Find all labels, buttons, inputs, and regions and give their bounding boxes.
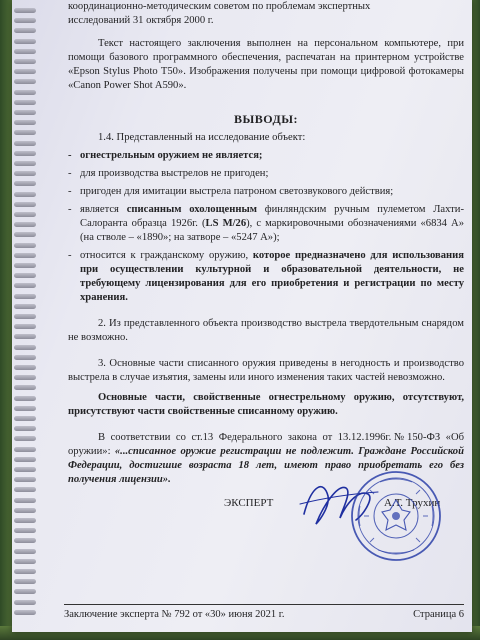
spiral-coil <box>14 508 36 513</box>
organization-seal <box>350 470 442 562</box>
spiral-coil <box>14 8 36 13</box>
spiral-coil <box>14 304 36 309</box>
spiral-coil <box>14 447 36 452</box>
intro-line-1: координационно-методическим советом по проблемам экспертных <box>68 1 371 12</box>
spiral-coil <box>14 253 36 258</box>
conclusion-3-bold: Основные части, свойственные огнестрельному оружию, отсутствуют, присутствуют части свойственные списанному оружию. <box>68 392 464 417</box>
spiral-coil <box>14 141 36 146</box>
spiral-coil <box>14 538 36 543</box>
spiral-coil <box>14 202 36 207</box>
spiral-coil <box>14 365 36 370</box>
intro-line-2: исследований 31 октября 2000 г. <box>68 15 214 26</box>
spiral-coil <box>14 192 36 197</box>
spiral-coil <box>14 610 36 615</box>
spiral-coil <box>14 130 36 135</box>
spiral-coil <box>14 375 36 380</box>
spiral-coil <box>14 243 36 248</box>
spiral-coil <box>14 69 36 74</box>
spiral-coil <box>14 406 36 411</box>
spiral-coil <box>14 498 36 503</box>
spiral-coil <box>14 28 36 33</box>
spiral-coil <box>14 120 36 125</box>
conclusion-bullet-civil-weapon <box>68 249 464 305</box>
conclusion-bullet-decommissioned <box>68 203 464 245</box>
document-content <box>68 0 464 509</box>
spiral-coil <box>14 518 36 523</box>
signature-name: А.Т. Трухин <box>384 497 441 509</box>
spiral-coil <box>14 39 36 44</box>
b4-bold: списанным охолощенным <box>126 204 257 215</box>
b4-post: ), с маркировочными обозначениями «6834 А» (на стволе – «1890»; на затворе – «5247 А»); <box>80 218 464 243</box>
spiral-coil <box>14 579 36 584</box>
b5-bold: которое предназначено для использования при осуществлении культурной и образовательной деятельности, не требующему лицензирования для его приобретения и регистрации по месту хранения. <box>80 250 464 303</box>
spiral-coil <box>14 416 36 421</box>
spiral-coil <box>14 100 36 105</box>
spiral-coil <box>14 467 36 472</box>
spiral-coil <box>14 18 36 23</box>
spiral-coil <box>14 161 36 166</box>
law-italic: «...списанное оружие регистрации не подлежит. Граждане Российской Федерации, достигшие возраста 18 лет, имеют право приобретать его без получения лицензии». <box>68 446 464 485</box>
spiral-coil <box>14 171 36 176</box>
conclusion-bullet-not-firearm: - огнестрельным оружием не является; <box>68 149 464 163</box>
spiral-coil <box>14 334 36 339</box>
spiral-coil <box>14 90 36 95</box>
footer-document-ref: Заключение эксперта № 792 от «30» июня 2021 г. <box>64 609 285 620</box>
spiral-coil <box>14 396 36 401</box>
spiral-binding <box>14 8 36 628</box>
spiral-coil <box>14 426 36 431</box>
spiral-coil <box>14 263 36 268</box>
spiral-coil <box>14 559 36 564</box>
spiral-coil <box>14 457 36 462</box>
spiral-coil <box>14 273 36 278</box>
document-page <box>12 0 472 632</box>
spiral-coil <box>14 314 36 319</box>
conclusions-heading: ВЫВОДЫ: <box>233 112 299 126</box>
spiral-coil <box>14 232 36 237</box>
spiral-coil <box>14 49 36 54</box>
conclusion-1-4: 1.4. Представленный на исследование объект: <box>98 132 306 143</box>
spiral-coil <box>14 549 36 554</box>
signature-label: ЭКСПЕРТ <box>224 497 274 509</box>
spiral-coil <box>14 222 36 227</box>
conclusion-2: 2. Из представленного объекта производство выстрела твердотельным снарядом не возможно. <box>68 318 464 343</box>
page-footer <box>64 604 464 620</box>
spiral-coil <box>14 181 36 186</box>
spiral-coil <box>14 569 36 574</box>
conclusion-3: 3. Основные части списанного оружия приведены в негодность и производство выстрела в случае изъятия, замены или иного изменения таких частей невозможно. <box>68 358 464 383</box>
spiral-coil <box>14 345 36 350</box>
spiral-coil <box>14 283 36 288</box>
spiral-coil <box>14 151 36 156</box>
spiral-coil <box>14 528 36 533</box>
spiral-coil <box>14 110 36 115</box>
spiral-coil <box>14 487 36 492</box>
b5-pre: относится к гражданскому оружию, <box>80 250 253 261</box>
b4-pre: является <box>80 204 127 215</box>
spiral-coil <box>14 600 36 605</box>
b4-model: LS M/26 <box>205 218 247 229</box>
spiral-coil <box>14 79 36 84</box>
law-pre: В соответствии со ст.13 Федерального закона от 13.12.1996г.№150-ФЗ «Об оружии»: <box>68 432 464 457</box>
spiral-coil <box>14 436 36 441</box>
spiral-coil <box>14 589 36 594</box>
footer-page-number: Страница 6 <box>413 609 464 620</box>
conclusion-bullet-imitation: - пригоден для имитации выстрела патроном светозвукового действия; <box>68 185 464 199</box>
b4-mid: финляндским ручным пулеметом Лахти-Салоранта образца 1926г. ( <box>80 204 464 229</box>
spiral-coil <box>14 59 36 64</box>
intro-paragraph: Текст настоящего заключения выполнен на персональном компьютере, при помощи базового программного обеспечения, распечатан на принтерном устройстве «Epson Stylus Photo T50». Изображения получены при помощи цифровой фотокамеры «Canon Power Shot A590». <box>68 38 464 91</box>
conclusion-bullet-not-usable: - для производства выстрелов не пригоден; <box>68 167 464 181</box>
spiral-coil <box>14 294 36 299</box>
spiral-coil <box>14 355 36 360</box>
spiral-coil <box>14 385 36 390</box>
spiral-coil <box>14 477 36 482</box>
spiral-coil <box>14 212 36 217</box>
spiral-coil <box>14 324 36 329</box>
